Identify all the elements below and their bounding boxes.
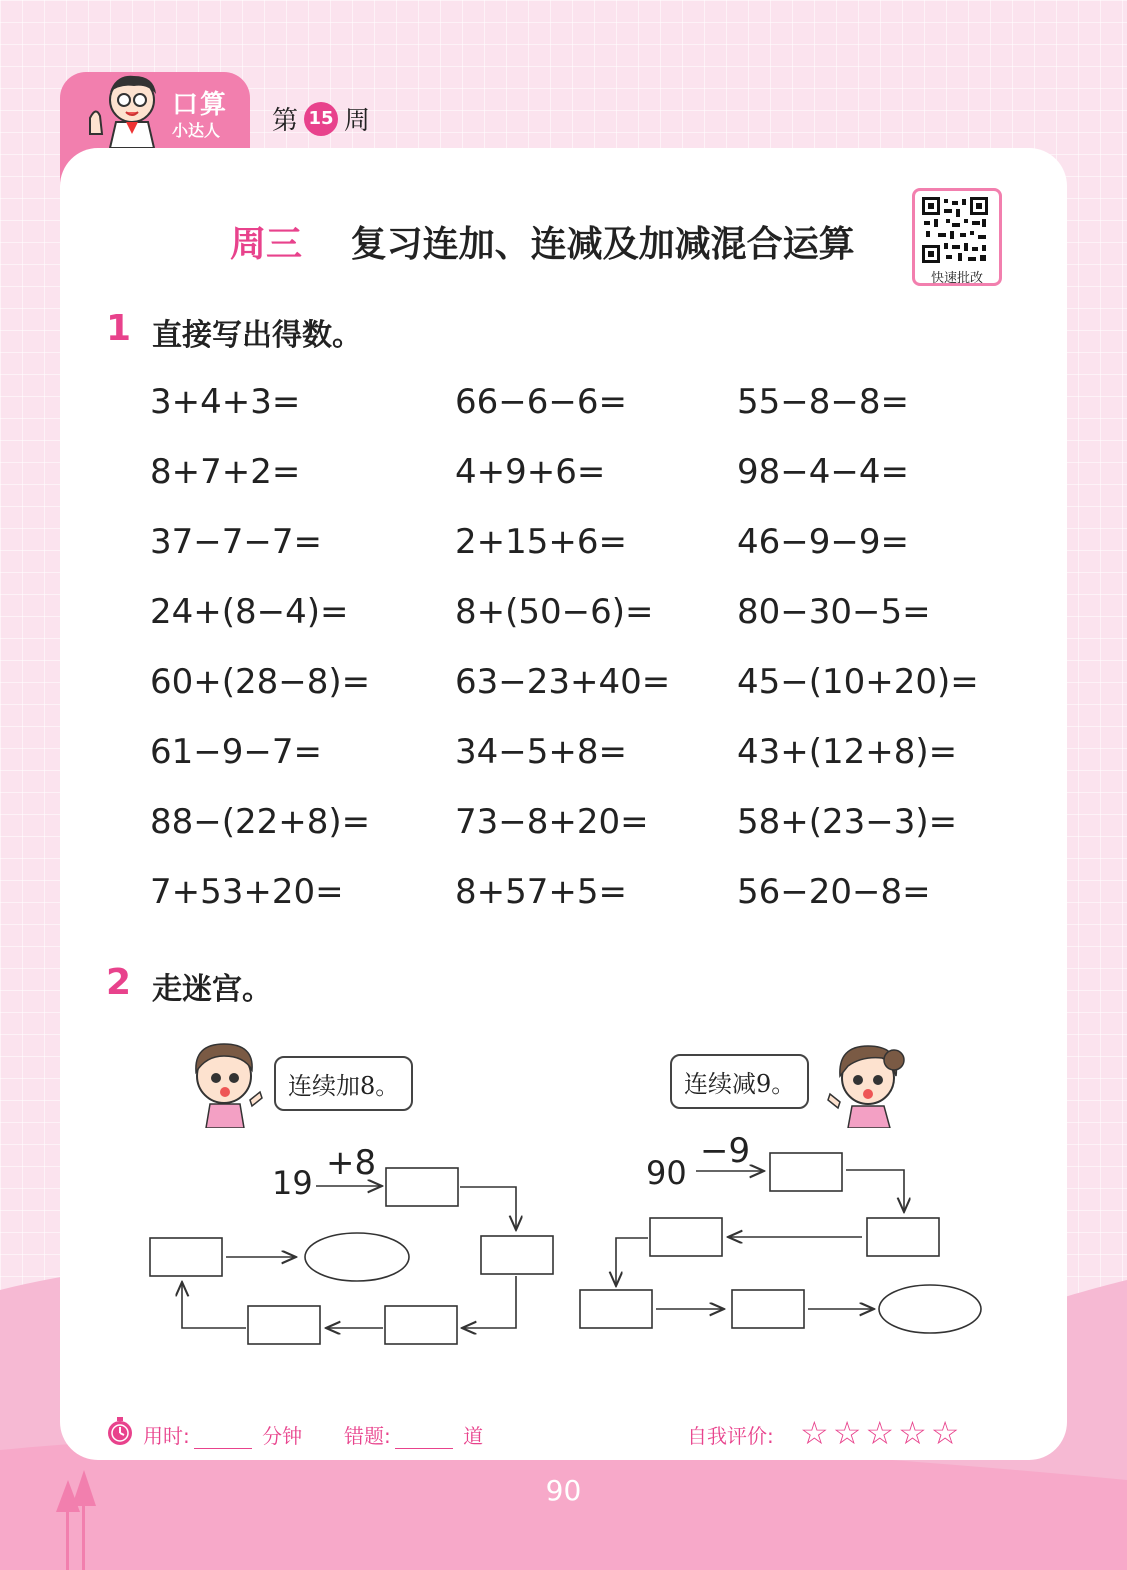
errors-blank[interactable] bbox=[395, 1430, 453, 1449]
rating-stars[interactable]: ☆☆☆☆☆ bbox=[800, 1414, 964, 1452]
equation-item[interactable]: 8+(50−6)= bbox=[455, 592, 654, 632]
time-field[interactable] bbox=[143, 1420, 302, 1449]
qr-code-icon bbox=[922, 197, 988, 263]
equation-item[interactable]: 66−6−6= bbox=[455, 382, 627, 422]
equation-item[interactable]: 80−30−5= bbox=[737, 592, 931, 632]
right-maze-start: 90 bbox=[646, 1154, 687, 1192]
right-maze-box-5[interactable] bbox=[732, 1290, 804, 1328]
equation-item[interactable]: 98−4−4= bbox=[737, 452, 909, 492]
page-number: 90 bbox=[545, 1474, 582, 1507]
lesson-topic: 复习连加、连减及加减混合运算 bbox=[350, 224, 855, 265]
equation-item[interactable]: 24+(8−4)= bbox=[150, 592, 349, 632]
equation-item[interactable]: 43+(12+8)= bbox=[737, 732, 958, 772]
equation-item[interactable]: 73−8+20= bbox=[455, 802, 649, 842]
right-maze-box-2[interactable] bbox=[867, 1218, 939, 1256]
week-number: 15 bbox=[304, 102, 338, 136]
equation-item[interactable]: 55−8−8= bbox=[737, 382, 909, 422]
time-blank[interactable] bbox=[194, 1430, 252, 1449]
left-maze-operator: +8 bbox=[326, 1143, 377, 1183]
equation-item[interactable]: 34−5+8= bbox=[455, 732, 627, 772]
left-maze-box-4[interactable] bbox=[248, 1306, 320, 1344]
lesson-day: 周三 bbox=[230, 224, 303, 265]
equation-item[interactable]: 2+15+6= bbox=[455, 522, 627, 562]
right-maze-operator: −9 bbox=[700, 1131, 751, 1171]
equation-item[interactable]: 63−23+40= bbox=[455, 662, 671, 702]
week-suffix: 周 bbox=[344, 106, 371, 136]
equation-item[interactable]: 8+7+2= bbox=[150, 452, 301, 492]
equation-item[interactable]: 45−(10+20)= bbox=[737, 662, 979, 702]
time-label: 用时: bbox=[143, 1424, 190, 1448]
equation-item[interactable]: 46−9−9= bbox=[737, 522, 909, 562]
equation-item[interactable]: 58+(23−3)= bbox=[737, 802, 958, 842]
boy-character-icon bbox=[188, 1036, 268, 1128]
badge-subtitle: 小达人 bbox=[172, 121, 221, 140]
time-unit: 分钟 bbox=[262, 1424, 303, 1448]
section-1-title: 直接写出得数。 bbox=[152, 318, 362, 353]
equation-item[interactable]: 56−20−8= bbox=[737, 872, 931, 912]
equation-item[interactable]: 4+9+6= bbox=[455, 452, 606, 492]
section-2-number: 2 bbox=[106, 962, 132, 1003]
equation-item[interactable]: 61−9−7= bbox=[150, 732, 322, 772]
right-maze-goal[interactable] bbox=[879, 1285, 981, 1333]
left-maze-box-2[interactable] bbox=[481, 1236, 553, 1274]
maze-diagrams bbox=[140, 1130, 1000, 1360]
section-2-title: 走迷宫。 bbox=[152, 972, 272, 1007]
errors-label: 错题: bbox=[344, 1424, 391, 1448]
right-maze-box-3[interactable] bbox=[650, 1218, 722, 1256]
equation-item[interactable]: 3+4+3= bbox=[150, 382, 301, 422]
left-maze-box-3[interactable] bbox=[385, 1306, 457, 1344]
equation-item[interactable]: 8+57+5= bbox=[455, 872, 627, 912]
left-maze-box-5[interactable] bbox=[150, 1238, 222, 1276]
qr-label: 快速批改 bbox=[930, 271, 983, 286]
stopwatch-icon bbox=[106, 1416, 134, 1446]
badge-title: 口算 bbox=[172, 90, 229, 120]
right-speech-bubble: 连续减9。 bbox=[670, 1054, 809, 1109]
boy-mascot-icon bbox=[80, 72, 170, 148]
right-maze-box-4[interactable] bbox=[580, 1290, 652, 1328]
week-prefix: 第 bbox=[272, 106, 299, 136]
equation-item[interactable]: 88−(22+8)= bbox=[150, 802, 371, 842]
left-maze-goal[interactable] bbox=[305, 1233, 409, 1281]
errors-unit: 道 bbox=[463, 1424, 484, 1448]
left-maze-box-1[interactable] bbox=[386, 1168, 458, 1206]
section-1-number: 1 bbox=[106, 308, 132, 349]
equation-item[interactable]: 60+(28−8)= bbox=[150, 662, 371, 702]
week-indicator bbox=[272, 100, 370, 137]
self-rating-label: 自我评价: bbox=[687, 1424, 774, 1448]
errors-field[interactable] bbox=[344, 1420, 483, 1449]
equation-item[interactable]: 7+53+20= bbox=[150, 872, 344, 912]
left-maze-start: 19 bbox=[272, 1164, 313, 1202]
equation-item[interactable]: 37−7−7= bbox=[150, 522, 322, 562]
left-speech-bubble: 连续加8。 bbox=[274, 1056, 413, 1111]
qr-code[interactable] bbox=[912, 188, 1002, 286]
girl-character-icon bbox=[822, 1036, 908, 1128]
lesson-title bbox=[230, 216, 855, 267]
right-maze-box-1[interactable] bbox=[770, 1153, 842, 1191]
